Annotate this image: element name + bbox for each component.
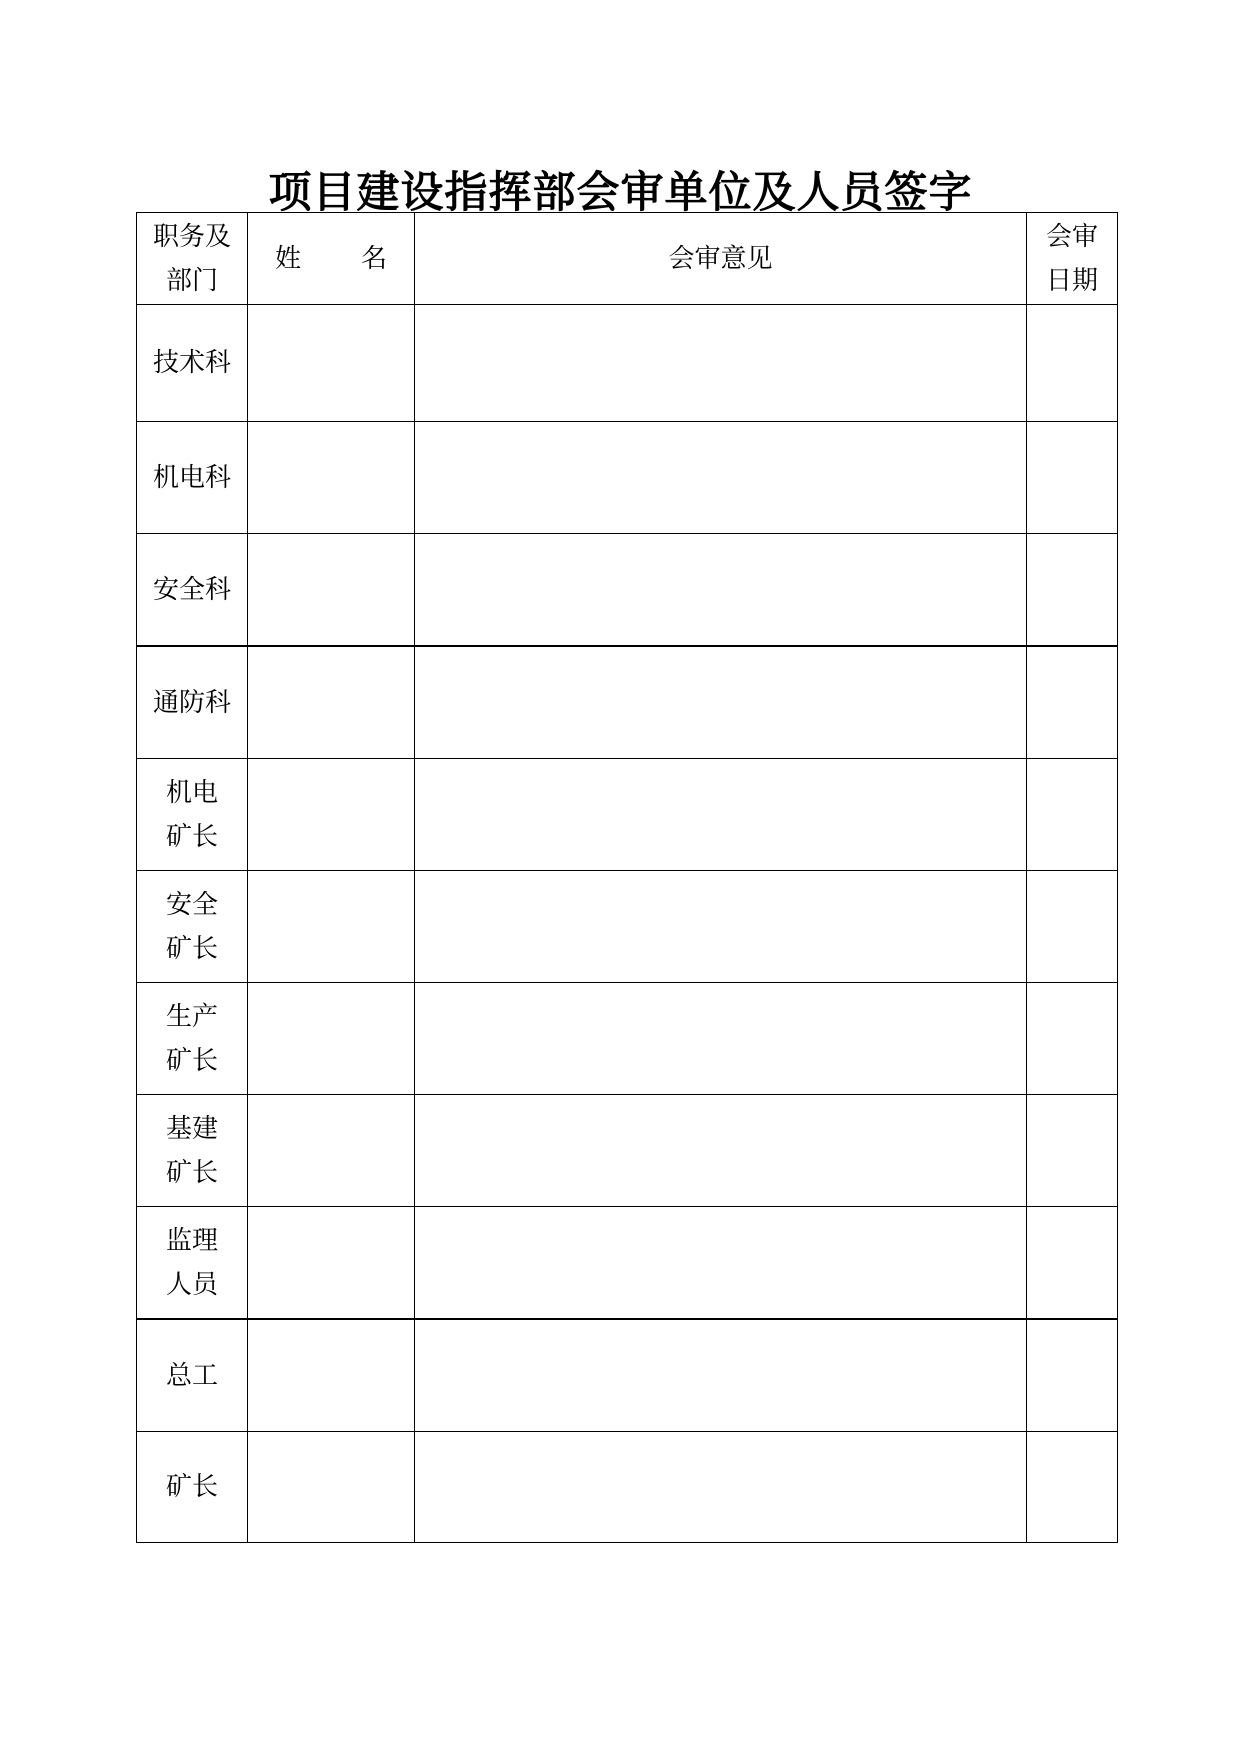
signoff-table — [136, 212, 1118, 1543]
name-cell[interactable] — [248, 1207, 415, 1320]
date-cell[interactable] — [1027, 305, 1118, 422]
position-label: 技术科 — [152, 348, 231, 378]
header-date — [1027, 213, 1118, 305]
header-name — [248, 213, 415, 305]
position-label-line1: 机电 — [165, 777, 218, 808]
table-row — [137, 759, 1118, 871]
opinion-cell[interactable] — [415, 534, 1027, 647]
position-label: 安全科 — [152, 574, 231, 605]
opinion-cell[interactable] — [415, 983, 1027, 1095]
position-label: 矿长 — [165, 1472, 218, 1502]
position-cell — [137, 983, 248, 1095]
name-cell[interactable] — [248, 422, 415, 534]
position-label: 通防科 — [152, 687, 231, 718]
date-cell[interactable] — [1027, 1432, 1118, 1543]
name-cell[interactable] — [248, 871, 415, 983]
table-row — [137, 646, 1118, 759]
position-cell — [137, 305, 248, 422]
table-row — [137, 422, 1118, 534]
name-cell[interactable] — [248, 983, 415, 1095]
position-label-line2: 人员 — [165, 1269, 218, 1300]
name-cell[interactable] — [248, 1319, 415, 1432]
position-cell — [137, 1207, 248, 1320]
date-cell[interactable] — [1027, 1319, 1118, 1432]
position-cell — [137, 871, 248, 983]
table-row — [137, 983, 1118, 1095]
opinion-cell[interactable] — [415, 646, 1027, 759]
table-row — [137, 1095, 1118, 1207]
position-label-line2: 矿长 — [165, 1045, 218, 1076]
opinion-cell[interactable] — [415, 305, 1027, 422]
position-label: 机电科 — [152, 462, 231, 493]
position-cell — [137, 1319, 248, 1432]
position-cell — [137, 534, 248, 647]
position-label-line2: 矿长 — [165, 933, 218, 964]
date-cell[interactable] — [1027, 871, 1118, 983]
position-label: 总工 — [165, 1360, 218, 1391]
opinion-cell[interactable] — [415, 1319, 1027, 1432]
date-cell[interactable] — [1027, 759, 1118, 871]
name-cell[interactable] — [248, 646, 415, 759]
date-cell[interactable] — [1027, 534, 1118, 647]
name-cell[interactable] — [248, 1432, 415, 1543]
position-cell — [137, 1095, 248, 1207]
position-label-line1: 生产 — [165, 1001, 218, 1032]
opinion-cell[interactable] — [415, 1095, 1027, 1207]
name-cell[interactable] — [248, 305, 415, 422]
table-row — [137, 534, 1118, 647]
table-row — [137, 1207, 1118, 1320]
header-opinion-label: 会审意见 — [668, 243, 773, 274]
page-title: 项目建设指挥部会审单位及人员签字 — [268, 167, 973, 218]
table-row — [137, 1432, 1118, 1543]
position-label-line1: 安全 — [165, 889, 218, 920]
name-cell[interactable] — [248, 534, 415, 647]
position-cell — [137, 759, 248, 871]
date-cell[interactable] — [1027, 422, 1118, 534]
header-position-dept-line2: 部门 — [165, 265, 218, 296]
table-row — [137, 871, 1118, 983]
header-row — [137, 213, 1118, 305]
header-date-line2: 日期 — [1045, 265, 1098, 296]
opinion-cell[interactable] — [415, 759, 1027, 871]
position-cell — [137, 646, 248, 759]
header-date-line1: 会审 — [1045, 221, 1098, 252]
opinion-cell[interactable] — [415, 871, 1027, 983]
date-cell[interactable] — [1027, 1207, 1118, 1320]
date-cell[interactable] — [1027, 646, 1118, 759]
opinion-cell[interactable] — [415, 1432, 1027, 1543]
header-name-char2: 名 — [361, 243, 388, 274]
table-row — [137, 305, 1118, 422]
position-cell — [137, 422, 248, 534]
date-cell[interactable] — [1027, 983, 1118, 1095]
position-label-line1: 监理 — [165, 1225, 218, 1256]
position-cell — [137, 1432, 248, 1543]
header-position-dept — [137, 213, 248, 305]
opinion-cell[interactable] — [415, 1207, 1027, 1320]
date-cell[interactable] — [1027, 1095, 1118, 1207]
position-label-line1: 基建 — [165, 1113, 218, 1144]
header-position-dept-line1: 职务及 — [152, 221, 231, 252]
name-cell[interactable] — [248, 759, 415, 871]
name-cell[interactable] — [248, 1095, 415, 1207]
header-opinion — [415, 213, 1027, 305]
position-label-line2: 矿长 — [165, 1157, 218, 1188]
table-row — [137, 1319, 1118, 1432]
opinion-cell[interactable] — [415, 422, 1027, 534]
header-name-char1: 姓 — [274, 243, 301, 274]
position-label-line2: 矿长 — [165, 821, 218, 852]
